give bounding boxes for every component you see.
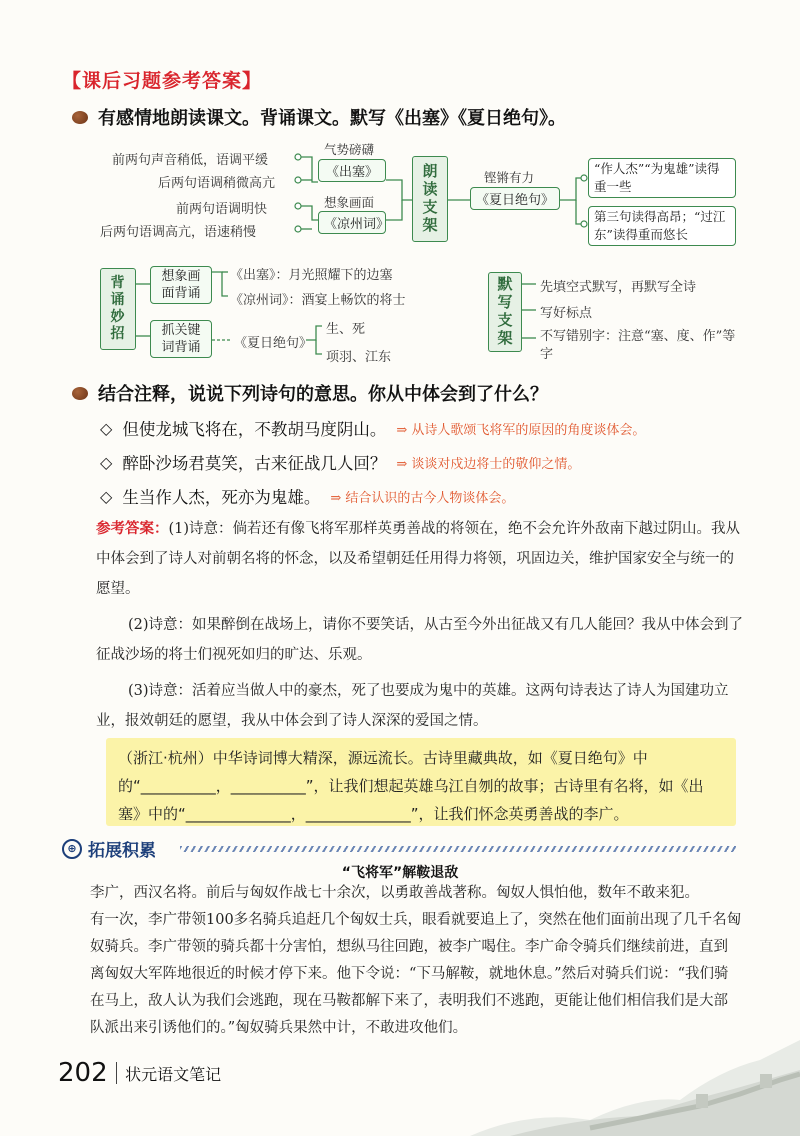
method-2-poem: 《夏日绝句》 [234,336,313,351]
mm1-note-4: 后两句语调高亢，语速稍慢 [100,225,257,240]
xiari-caption: 铿锵有力 [484,170,535,185]
page-footer [58,1058,221,1088]
story-paragraph-2: 有一次，李广带领100多名骑兵追赶几个匈奴士兵，眼看就要追上了，突然在他们面前出现了几千名匈奴骑兵。李广带领的骑兵都十分害怕，想纵马往回跑，被李广喝住。李广命令骑兵们继续前进，直到离匈奴大军阵地很近的时候才停下来。他下令说：“下马解鞍，就地休息。”然后对骑兵们说：“我们骑在马上，敌人认为我们会逃跑，现在马鞍都解下来了，表明我们不逃跑，更能让他们相信我们是大部队派出来引诱他们的。”匈奴骑兵果然中计，不敢进攻他们。 [90,912,742,1036]
xiari-box: 《夏日绝句》 [470,187,560,210]
story-title: “飞将军”解鞍退敌 [341,865,459,881]
diamond-icon: ◇ [100,418,113,438]
diamond-icon: ◇ [100,486,113,506]
exam-practice-box: （浙江·杭州）中华诗词博大精深，源远流长。古诗里藏典故，如《夏日绝句》中的“__________，__________”，让我们想起英雄乌江自刎的故事；古诗里有名将，如《出塞》中的“______________，______________”，让我们怀念英勇善战的李广。 [106,738,736,826]
book-title: 状元语文笔记 [125,1064,222,1084]
answer-3: (3)诗意：活着应当做人中的豪杰，死了也要成为鬼中的英雄。这两句诗表达了诗人为国建功立业，报效朝廷的愿望，我从中体会到了诗人深深的爱国之情。 [96,683,729,729]
mm1-note-2: 后两句语调稍微高亢 [158,176,276,191]
extension-header [62,836,156,861]
method-1-item-1: 《出塞》：月光照耀下的边塞 [230,268,393,283]
footer-divider [116,1062,118,1084]
section-title: 【课后习题参考答案】 [62,70,263,92]
method-1-item-2: 《凉州词》：酒宴上畅饮的将士 [230,293,406,308]
poem-text: 醉卧沙场君莫笑，古来征战几人回？ [122,454,387,473]
poem-hint: ⇒ 从诗人歌颂飞将军的原因的角度谈体会。 [396,422,646,438]
page-number: 202 [58,1058,108,1088]
question-2 [72,380,548,406]
poem-line-3 [100,484,514,508]
reading-scaffold-label: 朗读支架 [412,156,448,242]
dictation-scaffold-label: 默写支架 [488,272,522,352]
right-note-1: “作人杰”“为鬼雄”读得重一些 [588,158,736,198]
great-wall-illustration [470,1000,800,1136]
liangzhou-box: 《凉州词》 [318,211,386,234]
method-2-keyword-1: 生、死 [326,322,366,337]
poem-hint: ⇒ 结合认识的古今人物谈体会。 [330,490,515,506]
method-2-keyword-2: 项羽、江东 [326,350,392,365]
dictation-item-2: 写好标点 [540,306,593,321]
recite-tips-label: 背诵妙招 [100,268,136,350]
poem-hint: ⇒ 谈谈对戍边将士的敬仰之情。 [396,456,581,472]
chusai-caption: 气势磅礴 [324,142,375,157]
bullet-dot-icon [72,387,88,400]
extension-badge-icon: ⊕ [62,839,82,859]
diamond-icon: ◇ [100,452,113,472]
answer-2: (2)诗意：如果醉倒在战场上，请你不要笑话，从古至今外出征战又有几人能回？我从中体会到了征战沙场的将士们视死如归的旷达、乐观。 [96,617,744,663]
answer-1-text: (1)诗意：倘若还有像飞将军那样英勇善战的将领在，绝不会允许外敌南下越过阴山。我从中体会到了诗人对前朝名将的怀念，以及希望朝廷任用得力将领，巩固边关，维护国家安全与统一的愿望。 [96,521,741,597]
story-paragraph-1: 李广，西汉名将。前后与匈奴作战七十余次，以勇敢善战著称。匈奴人惧怕他，数年不敢来犯。 [90,885,699,901]
right-note-2: 第三句读得高昂；“过江东”读得重而悠长 [588,206,736,246]
dictation-item-3: 不写错别字：注意“塞、度、作”等字 [540,329,736,362]
question-2-text: 结合注释，说说下列诗句的意思。你从中体会到了什么？ [98,384,548,405]
answer-label: 参考答案： [96,521,169,537]
liangzhou-caption: 想象画面 [324,195,375,210]
chusai-box: 《出塞》 [318,159,386,182]
poem-text: 但使龙城飞将在，不教胡马度阴山。 [122,420,387,439]
answer-1 [96,514,744,604]
poem-text: 生当作人杰，死亦为鬼雄。 [122,488,321,507]
poem-line-1 [100,416,645,440]
method-1-box: 想象画面背诵 [150,266,212,304]
extension-title: 拓展积累 [88,841,156,861]
header-stripe-divider [180,846,736,852]
mm1-note-1: 前两句声音稍低，语调平缓 [112,153,269,168]
poem-line-2 [100,450,580,474]
question-1-text: 有感情地朗读课文。背诵课文。默写《出塞》《夏日绝句》。 [98,108,566,129]
mm1-note-3: 前两句语调明快 [176,202,268,217]
method-2-box: 抓关键词背诵 [150,320,212,358]
dictation-item-1: 先填空式默写，再默写全诗 [540,280,697,295]
